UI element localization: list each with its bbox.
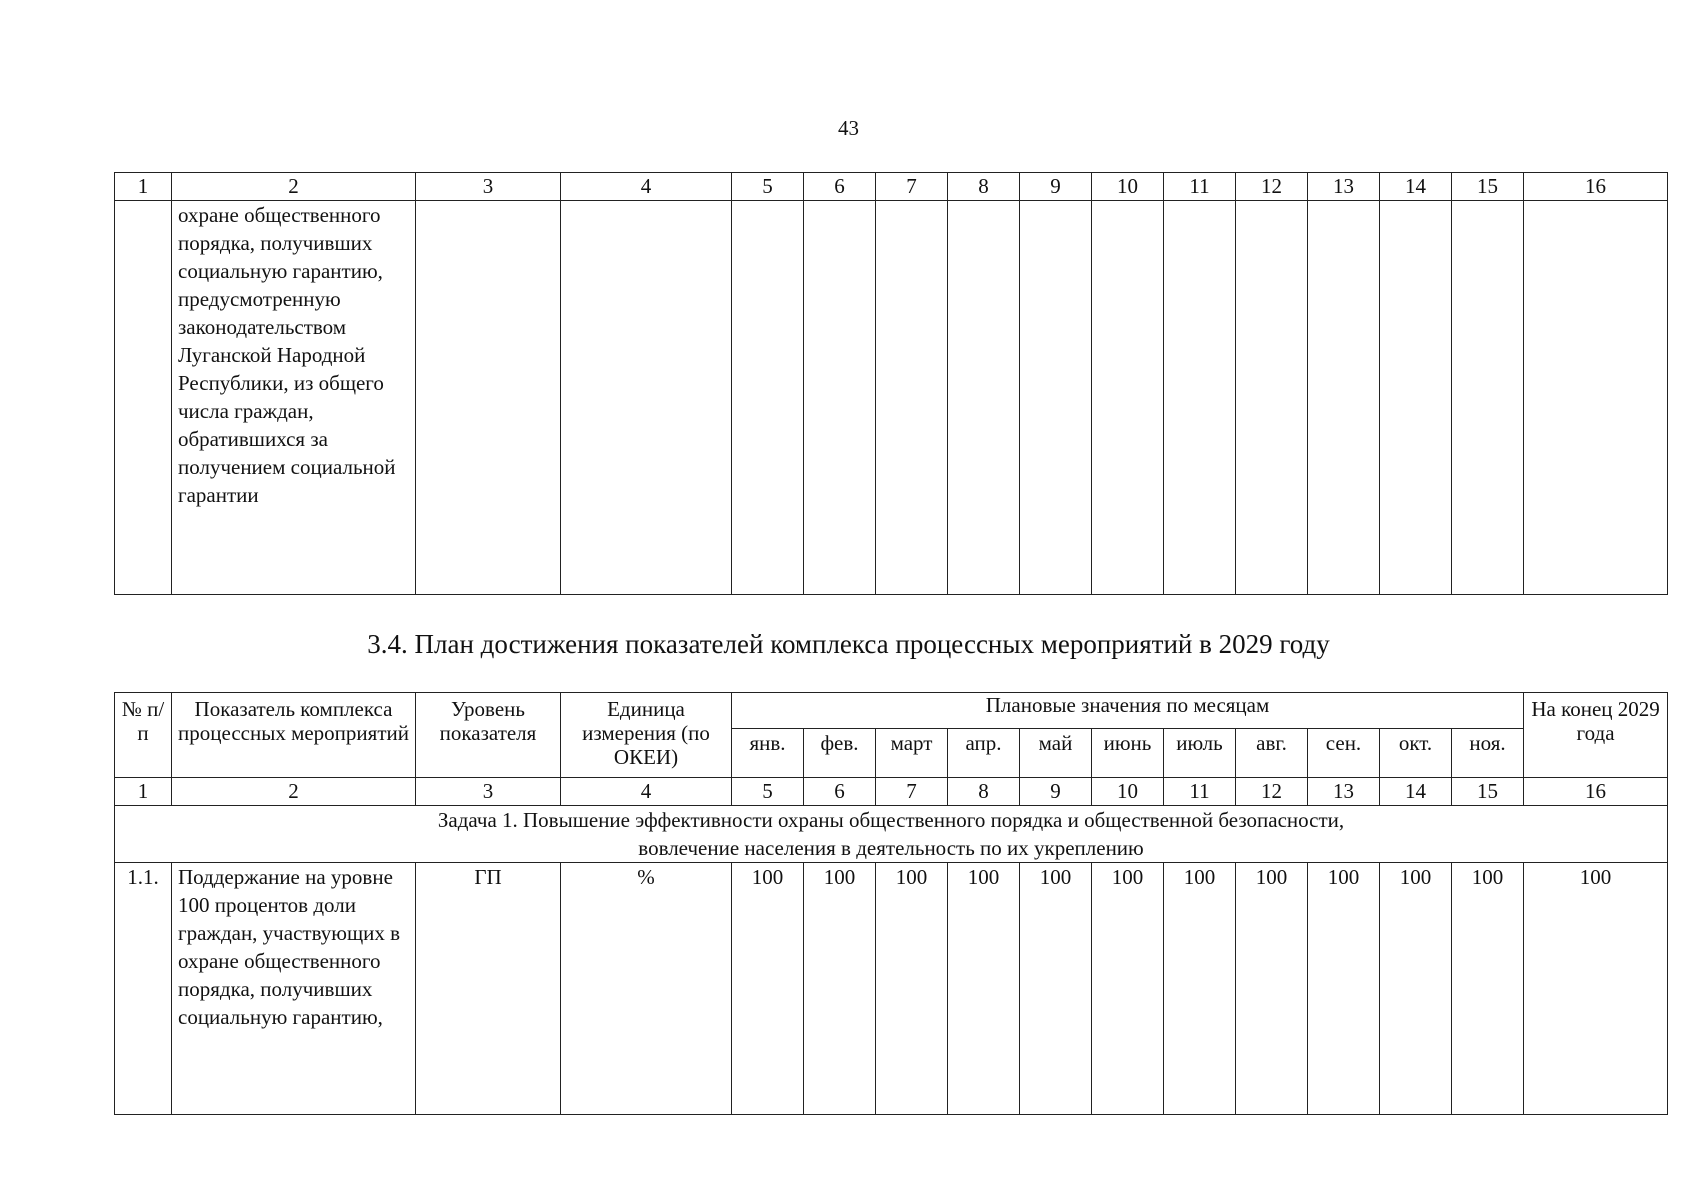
- empty-cell: [1236, 201, 1308, 595]
- column-number: 9: [1020, 173, 1092, 201]
- month-header: апр.: [948, 729, 1020, 778]
- empty-cell: [1380, 201, 1452, 595]
- column-number: 16: [1524, 778, 1668, 806]
- empty-cell: [732, 201, 804, 595]
- column-number-row: [115, 778, 1668, 806]
- empty-cell: [1524, 201, 1668, 595]
- column-number: 11: [1164, 173, 1236, 201]
- section-title: 3.4. План достижения показателей комплекса процессных мероприятий в 2029 году: [367, 629, 1330, 659]
- continuation-row: [115, 201, 1668, 595]
- column-number: 10: [1092, 173, 1164, 201]
- task-heading-line: вовлечение населения в деятельность по их укреплению: [638, 836, 1144, 860]
- column-number: 8: [948, 778, 1020, 806]
- monthly-value: 100: [804, 863, 876, 1115]
- month-header: янв.: [732, 729, 804, 778]
- column-number: 16: [1524, 173, 1668, 201]
- task-heading: [115, 806, 1668, 863]
- empty-cell: [948, 201, 1020, 595]
- column-number: 5: [732, 778, 804, 806]
- column-number: 6: [804, 778, 876, 806]
- column-number: 3: [416, 173, 561, 201]
- month-header: июль: [1164, 729, 1236, 778]
- column-number: 14: [1380, 778, 1452, 806]
- header-planned-values: Плановые значения по месяцам: [732, 693, 1524, 729]
- column-number: 12: [1236, 173, 1308, 201]
- monthly-value: 100: [876, 863, 948, 1115]
- indicator-text-continued: охране общественного порядка, получивших социальную гарантию, предусмотренную законодательством Луганской Народной Республики, из общего числа граждан, обратившихся за получением социальной гарантии: [172, 201, 416, 595]
- monthly-value: 100: [948, 863, 1020, 1115]
- indicator-unit: %: [561, 863, 732, 1115]
- empty-cell: [876, 201, 948, 595]
- monthly-value: 100: [1092, 863, 1164, 1115]
- column-number: 14: [1380, 173, 1452, 201]
- empty-cell: [1452, 201, 1524, 595]
- header-end-of-year: На конец 2029 года: [1524, 693, 1668, 778]
- column-number: 5: [732, 173, 804, 201]
- monthly-value: 100: [732, 863, 804, 1115]
- month-header: март: [876, 729, 948, 778]
- monthly-value: 100: [1164, 863, 1236, 1115]
- month-header: сен.: [1308, 729, 1380, 778]
- task-row: [115, 806, 1668, 863]
- empty-cell: [1020, 201, 1092, 595]
- plan-table: [114, 692, 1668, 1115]
- column-number: 10: [1092, 778, 1164, 806]
- indicator-text: Поддержание на уровне 100 процентов доли граждан, участвующих в охране общественного порядка, получивших социальную гарантию,: [172, 863, 416, 1115]
- column-number: 7: [876, 778, 948, 806]
- header-indicator: Показатель комплекса процессных мероприятий: [172, 693, 416, 778]
- empty-cell: [416, 201, 561, 595]
- indicator-row: [115, 863, 1668, 1115]
- header-unit: Единица измерения (по ОКЕИ): [561, 693, 732, 778]
- month-header: май: [1020, 729, 1092, 778]
- column-number: 2: [172, 173, 416, 201]
- column-number: 4: [561, 173, 732, 201]
- empty-cell: [1092, 201, 1164, 595]
- monthly-value: 100: [1308, 863, 1380, 1115]
- column-number: 13: [1308, 173, 1380, 201]
- month-header: авг.: [1236, 729, 1308, 778]
- monthly-value: 100: [1452, 863, 1524, 1115]
- empty-cell: [1308, 201, 1380, 595]
- end-of-year-value: 100: [1524, 863, 1668, 1115]
- column-number: 6: [804, 173, 876, 201]
- column-number-row: [115, 173, 1668, 201]
- column-number: 15: [1452, 778, 1524, 806]
- column-number: 2: [172, 778, 416, 806]
- month-header: ноя.: [1452, 729, 1524, 778]
- monthly-value: 100: [1236, 863, 1308, 1115]
- header-row: [115, 693, 1668, 729]
- month-header: июнь: [1092, 729, 1164, 778]
- column-number: 11: [1164, 778, 1236, 806]
- column-number: 15: [1452, 173, 1524, 201]
- indicator-level: ГП: [416, 863, 561, 1115]
- page-number: 43: [838, 116, 859, 140]
- column-number: 13: [1308, 778, 1380, 806]
- empty-cell: [1164, 201, 1236, 595]
- month-header: фев.: [804, 729, 876, 778]
- column-number: 1: [115, 173, 172, 201]
- column-number: 7: [876, 173, 948, 201]
- monthly-value: 100: [1380, 863, 1452, 1115]
- column-number: 9: [1020, 778, 1092, 806]
- column-number: 12: [1236, 778, 1308, 806]
- empty-cell: [561, 201, 732, 595]
- header-level: Уровень показателя: [416, 693, 561, 778]
- task-heading-line: Задача 1. Повышение эффективности охраны общественного порядка и общественной безопасности,: [437, 808, 1345, 832]
- empty-cell: [804, 201, 876, 595]
- row-number: 1.1.: [115, 863, 172, 1115]
- monthly-value: 100: [1020, 863, 1092, 1115]
- column-number: 8: [948, 173, 1020, 201]
- column-number: 4: [561, 778, 732, 806]
- month-header: окт.: [1380, 729, 1452, 778]
- continuation-table: [114, 172, 1668, 595]
- column-number: 1: [115, 778, 172, 806]
- column-number: 3: [416, 778, 561, 806]
- empty-cell: [115, 201, 172, 595]
- header-number: № п/п: [115, 693, 172, 778]
